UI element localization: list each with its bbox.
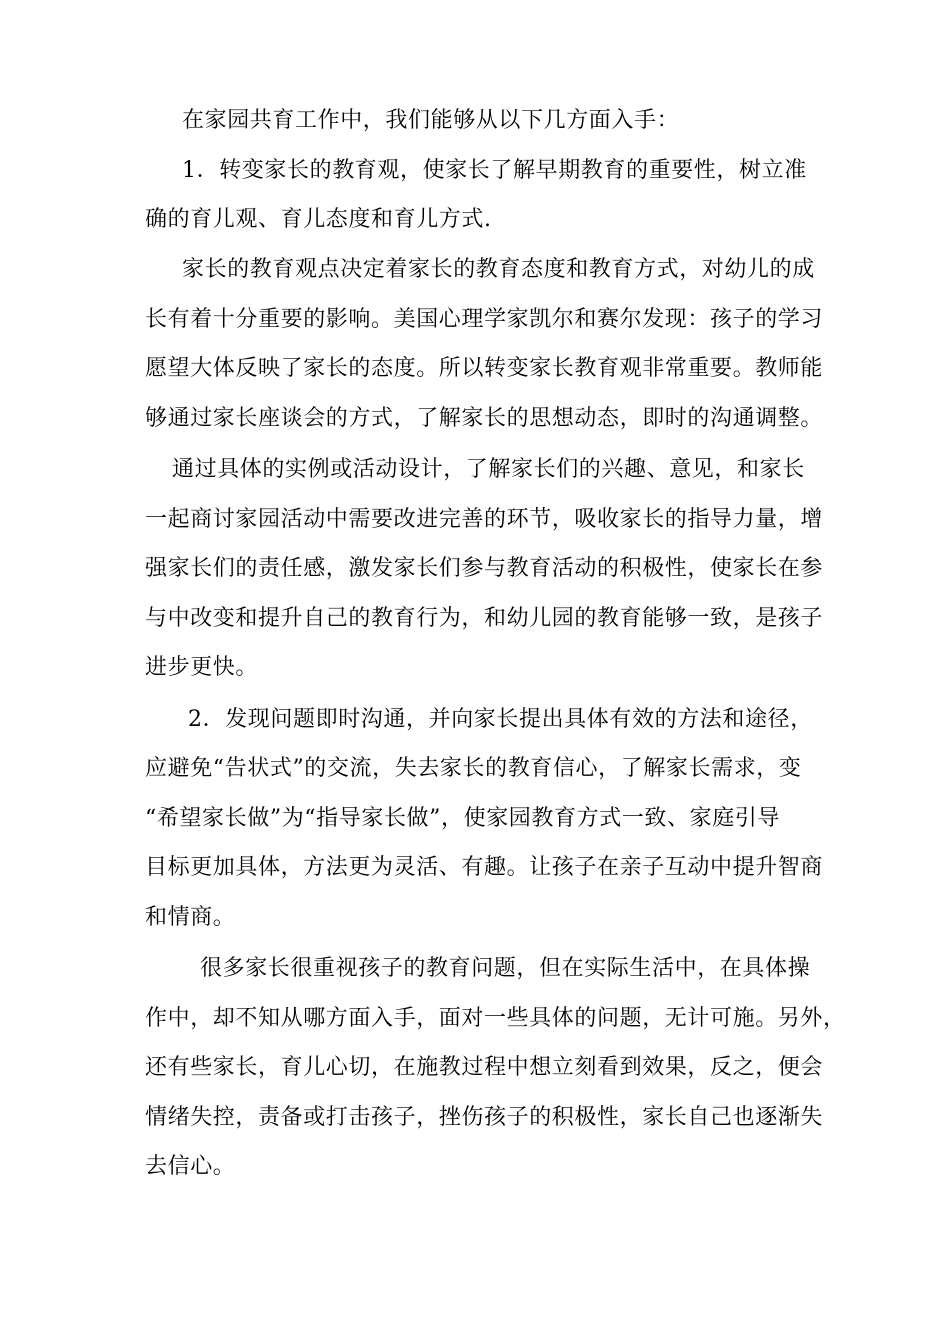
heading-item-1-line: 确的育儿观、育儿态度和育儿方式. [145,207,492,232]
paragraph-intro-line: 在家园共育工作中，我们能够从以下几方面入手： [182,108,680,133]
paragraph-line: 通过具体的实例或活动设计，了解家长们的兴趣、意见，和家长 [172,457,805,482]
paragraph-line: 够通过家长座谈会的方式，了解家长的思想动态，即时的沟通调整。 [145,406,824,431]
paragraph-line: 一起商讨家园活动中需要改进完善的环节，吸收家长的指导力量，增 [145,507,824,532]
paragraph-line: 家长的教育观点决定着家长的教育态度和教育方式，对幼儿的成 [182,257,815,282]
paragraph-line: 还有些家长，育儿心切，在施教过程中想立刻看到效果，反之，便会 [145,1055,824,1080]
paragraph-line: 与中改变和提升自己的教育行为，和幼儿园的教育能够一致，是孩子 [145,606,824,631]
paragraph-line: 去信心。 [145,1154,236,1179]
heading-item-1-line: 1．转变家长的教育观，使家长了解早期教育的重要性，树立准 [182,158,807,183]
paragraph-line: 长有着十分重要的影响。美国心理学家凯尔和赛尔发现：孩子的学习 [145,307,824,332]
paragraph-line: 作中，却不知从哪方面入手，面对一些具体的问题，无计可施。另外， [145,1006,846,1031]
paragraph-line: 很多家长很重视孩子的教育问题，但在实际生活中，在具体操 [200,956,811,981]
paragraph-line: “希望家长做”为“指导家长做”，使家园教育方式一致、家庭引导 [145,806,780,831]
heading-item-2-line: 2．发现问题即时沟通，并向家长提出具体有效的方法和途径， [188,707,813,732]
paragraph-line: 目标更加具体，方法更为灵活、有趣。让孩子在亲子互动中提升智商 [145,855,824,880]
paragraph-line: 和情商。 [145,905,236,930]
paragraph-line: 强家长们的责任感，激发家长们参与教育活动的积极性，使家长在参 [145,556,824,581]
paragraph-line: 进步更快。 [145,655,259,680]
paragraph-line: 愿望大体反映了家长的态度。所以转变家长教育观非常重要。教师能 [145,356,824,381]
paragraph-line: 应避免“告状式”的交流，失去家长的教育信心，了解家长需求，变 [145,756,802,781]
paragraph-line: 情绪失控，责备或打击孩子，挫伤孩子的积极性，家长自己也逐渐失 [145,1105,824,1130]
